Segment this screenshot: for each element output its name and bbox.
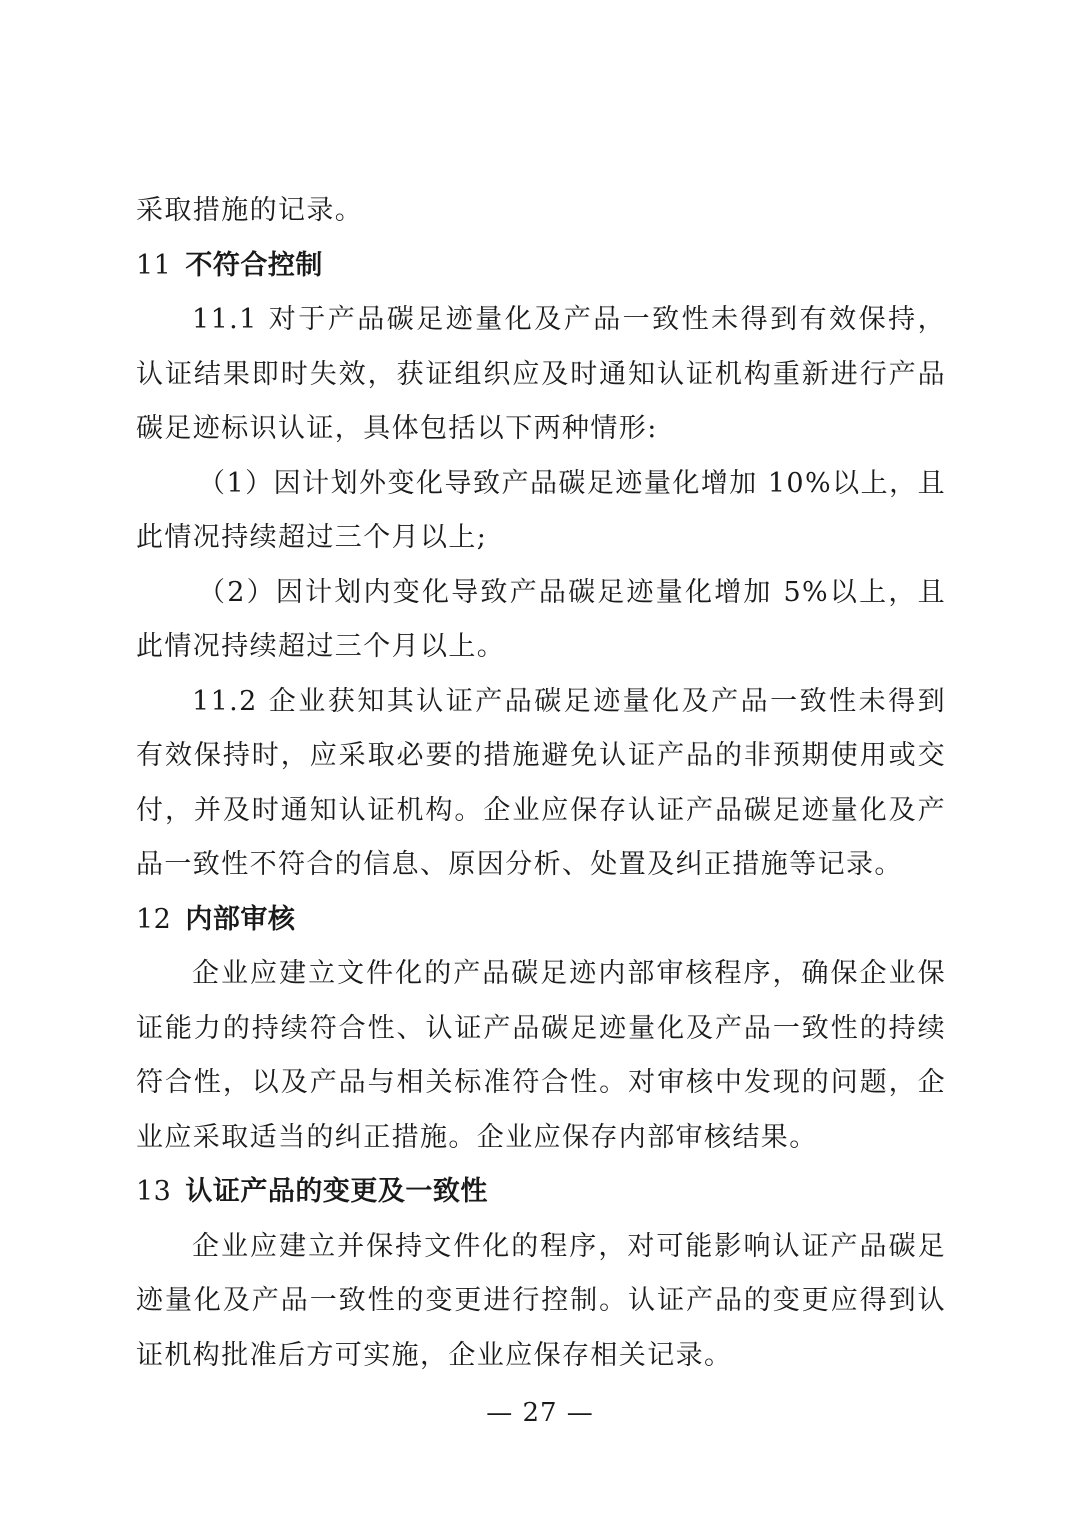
list-item-2: （2）因计划内变化导致产品碳足迹量化增加 5%以上，且此情况持续超过三个月以上。 [136,576,946,662]
section-number: 12 [136,903,172,935]
section-heading-12 [136,893,946,948]
section-heading-13 [136,1165,946,1220]
list-item-1: （1）因计划外变化导致产品碳足迹量化增加 10%以上，且此情况持续超过三个月以上; [136,467,946,553]
section-title: 不符合控制 [185,249,323,281]
paragraph-continuation: 采取措施的记录。 [136,195,364,226]
paragraph-13: 企业应建立并保持文件化的程序，对可能影响认证产品碳足迹量化及产品一致性的变更进行控制。认证产品的变更应得到认证机构批准后方可实施，企业应保存相关记录。 [136,1230,946,1371]
section-title: 内部审核 [185,903,296,935]
section-number: 13 [136,1176,172,1207]
paragraph-11-1: 11.1 对于产品碳足迹量化及产品一致性未得到有效保持，认证结果即时失效，获证组织应及时通知认证机构重新进行产品碳足迹标识认证，具体包括以下两种情形: [136,304,946,444]
paragraph-11-2: 11.2 企业获知其认证产品碳足迹量化及产品一致性未得到有效保持时，应采取必要的措施避免认证产品的非预期使用或交付，并及时通知认证机构。企业应保存认证产品碳足迹量化及产品一致性不符合的信息、原因分析、处置及纠正措施等记录。 [136,685,946,880]
paragraph-12: 企业应建立文件化的产品碳足迹内部审核程序，确保企业保证能力的持续符合性、认证产品碳足迹量化及产品一致性的持续符合性，以及产品与相关标准符合性。对审核中发现的问题，企业应采取适当的纠正措施。企业应保存内部审核结果。 [136,958,946,1153]
section-title: 认证产品的变更及一致性 [185,1176,488,1207]
page-body [136,184,946,1383]
page-number: — 27 — [486,1398,594,1428]
section-number: 11 [136,249,172,281]
section-heading-11 [136,239,946,294]
